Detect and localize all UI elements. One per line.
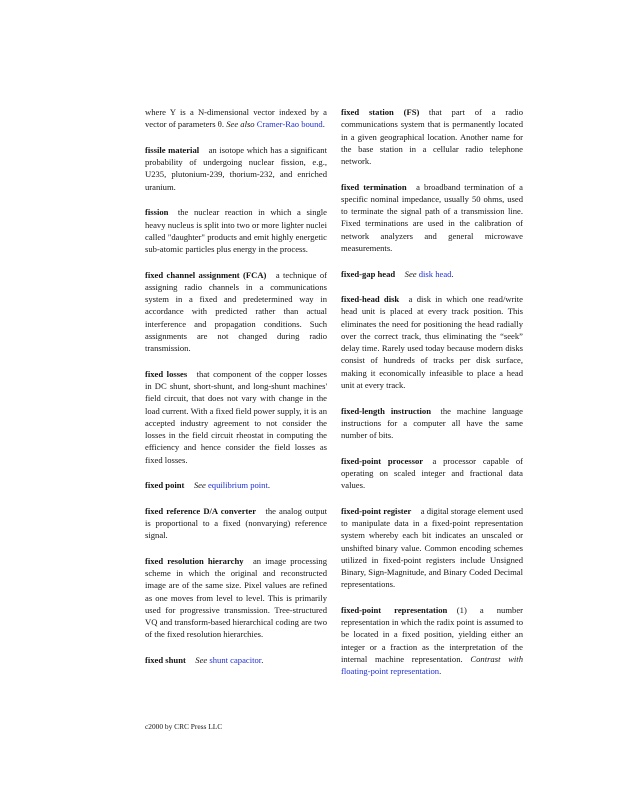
term-fissile-material: fissile material [145,144,200,155]
link-floating-point-representation[interactable]: floating-point representation [341,666,440,677]
punctuation: . [267,480,271,491]
term-fixed-resolution-hierarchy: fixed resolution hierarchy [145,555,244,566]
entry-fission [145,206,327,255]
see-also-label: See also [226,119,255,130]
entry-fixed-reference-da-converter [145,505,327,542]
definition: that component of the copper losses in DC shunt, short-shunt, and long-shunt machines' field circuit, that does not vary with change in the load current. With a fixed field power supply, it is an accepted industry agreement to not consider the losses in the field circuit rheostat in computing the efficiency and hence consider the field losses as fixed losses. [145,368,327,465]
copyright-footer: c2000 by CRC Press LLC [145,722,223,731]
term-fixed-shunt: fixed shunt [145,655,186,666]
right-column [341,106,523,691]
definition: a technique of assigning radio channels in a communications system in a fixed and predetermined way in accordance with predicted rather than actual interference and propagation conditions. Such assignments are not changed during radio transmission. [145,269,327,354]
entry-fixed-head-disk [341,293,523,391]
term-fixed-channel-assignment: fixed channel assignment (FCA) [145,269,267,280]
entry-fissile-material [145,144,327,193]
definition: a processor capable of operating on scaled integer and fractional data values. [341,455,524,491]
entry-fixed-point [145,479,327,491]
term-fixed-gap-head: fixed-gap head [341,268,396,279]
link-disk-head[interactable]: disk head [418,268,452,279]
definition: that part of a radio communications system that is permanently located in a given geographical location. Another name for the base station in a cellular radio telephone network. [341,107,523,166]
term-fixed-length-instruction: fixed-length instruction [341,405,431,416]
punctuation: . [322,119,325,130]
continuation-text: where Y is a N-dimensional vector indexed by a vector of parameters θ. [145,107,327,130]
left-column [145,106,327,680]
link-equilibrium-point[interactable]: equilibrium point [207,480,268,491]
punctuation: . [439,666,442,677]
term-fixed-head-disk: fixed-head disk [341,294,400,305]
entry-fixed-point-processor [341,455,523,492]
definition: the nuclear reaction in which a single heavy nucleus is split into two or more lighter nuclei called "daughter" products and emit highly energetic sub-atomic particles plus energy in the process. [145,207,327,255]
entry-fixed-shunt [145,654,327,666]
continuation-entry [145,106,327,131]
entry-fixed-channel-assignment [145,269,327,355]
definition: the machine language instructions for a computer all have the same number of bits. [341,405,523,441]
entry-fixed-gap-head [341,268,523,280]
link-shunt-capacitor[interactable]: shunt capacitor [209,655,262,666]
entry-fixed-losses [145,368,327,466]
definition: (1) a number representation in which the radix point is assumed to be located in a fixed position, yielding either an integer or a fraction as the interpretation of the internal machine representation. [341,604,523,664]
term-fixed-point: fixed point [145,480,185,491]
entry-fixed-point-register [341,505,523,591]
definition: an isotope which has a significant probability of undergoing nuclear fission, e.g., U235, plutonium-239, thorium-232, and enriched uranium. [145,144,327,192]
punctuation: . [451,268,454,279]
term-fixed-point-register: fixed-point register [341,505,412,516]
term-fixed-losses: fixed losses [145,368,188,379]
entry-fixed-termination [341,181,523,255]
term-fission: fission [145,207,169,218]
term-fixed-termination: fixed termination [341,181,407,192]
definition: a disk in which one read/write head unit is placed at every track position. This eliminates the need for positioning the head radially over the correct track, thus eliminating the “seek” delay time. Rarely used today because modern disks consist of hundreds of tracks per disk surface, making it economically infeasible to place a head unit at every track. [341,294,523,390]
punctuation: . [261,655,264,666]
term-fixed-point-representation: fixed-point representation [341,604,448,615]
term-fixed-station: fixed station (FS) [341,107,420,117]
definition: a digital storage element used to manipulate data in a fixed-point representation system whereby each bit indicates an unscaled or unshifted binary value. Common encoding schemes utilized in fixed-point registers include Unsigned Binary, Sign-Magnitude, and Binary Coded Decimal representations. [341,505,523,590]
term-fixed-point-processor: fixed-point processor [341,455,424,466]
entry-fixed-resolution-hierarchy [145,555,327,641]
entry-fixed-station [341,106,523,167]
see-label: See [193,480,206,491]
entry-fixed-point-representation [341,604,523,678]
definition: an image processing scheme in which the original and reconstructed image are of the same size. Pixel values are refined as one moves from level to level. This is primarily used for progressive transmission. Tree-structured VQ and transform-based hierarchical coding are two of the fixed resolution hierarchies. [145,555,327,640]
term-fixed-reference-da-converter: fixed reference D/A converter [145,505,257,516]
entry-fixed-length-instruction [341,405,523,442]
definition: a broadband termination of a specific nominal impedance, usually 50 ohms, used to terminate the signal path of a transmission line. Fixed terminations are used in the calibration of network analyzers and general microwave measurements. [341,181,523,253]
definition: the analog output is proportional to a fixed (nonvarying) reference signal. [145,505,327,541]
link-cramer-rao-bound[interactable]: Cramer-Rao bound [256,119,323,130]
see-label: See [404,268,417,279]
see-label: See [195,655,208,666]
contrast-label: Contrast with [470,653,523,664]
